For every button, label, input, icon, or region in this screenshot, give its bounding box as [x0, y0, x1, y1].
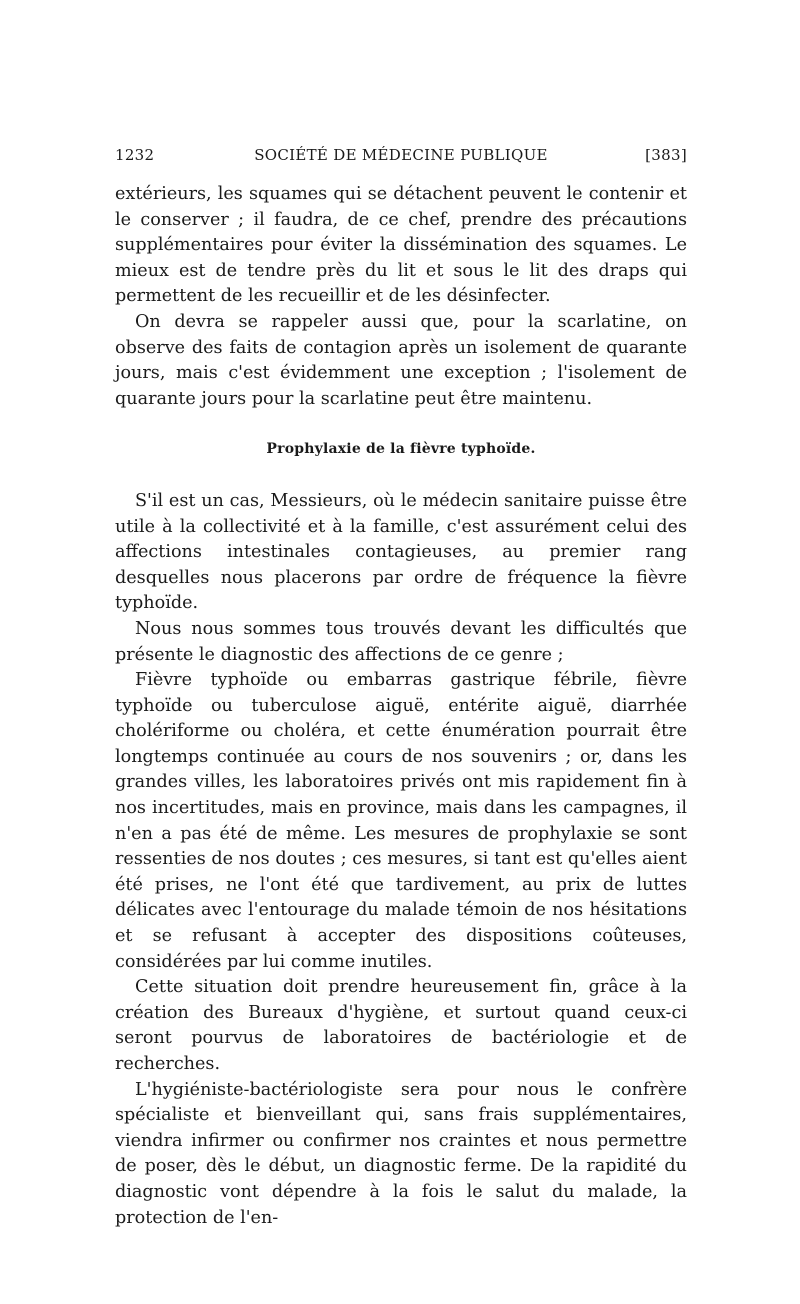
paragraph-enumeration: Fièvre typhoïde ou embarras gastrique fébrile, fièvre typhoïde ou tuberculose aiguë, entérite aiguë, diarrhée cholériforme ou choléra, et cette énumération pourrait être longtemps continuée au cours de nos souvenirs ; or, dans les grandes villes, les laboratoires privés ont mis rapidement fin à nos incertitudes, mais en province, mais dans les campagnes, il n'en a pas été de même. Les mesures de prophylaxie se sont ressenties de nos doutes ; ces mesures, si tant est qu'elles aient été prises, ne l'ont été que tardivement, au prix de luttes délicates avec l'entourage du malade témoin de nos hésitations et se refusant à accepter des dispositions coûteuses, considérées par lui comme inutiles.	[115, 670, 687, 972]
paragraph-scarlatine: On devra se rappeler aussi que, pour la scarlatine, on observe des faits de contagion après un isolement de quarante jours, mais c'est évidemment une exception ; l'isolement de quarante jours pour la scarlatine peut être maintenu.	[115, 311, 687, 409]
section-heading: Prophylaxie de la fièvre typhoïde.	[266, 441, 536, 458]
paragraph-intro-typhoide: S'il est un cas, Messieurs, où le médecin sanitaire puisse être utile à la collectivité et à la famille, c'est assurément celui des affections intestinales contagieuses, au premier rang desquelles nous placerons par ordre de fréquence la fièvre typhoïde.	[115, 490, 687, 614]
paragraph-bureaux-hygiene: Cette situation doit prendre heureusement fin, grâce à la création des Bureaux d'hygiène, et surtout quand ceux-ci seront pourvus de laboratoires de bactériologie et de recherches.	[115, 977, 687, 1074]
running-head-title: SOCIÉTÉ DE MÉDECINE PUBLIQUE	[254, 146, 548, 164]
paragraph-hygieniste: L'hygiéniste-bactériologiste sera pour nous le confrère spécialiste et bienveillant qui, sans frais supplémentaires, viendra infirmer ou confirmer nos craintes et nous permettre de poser, dès le début, un diagnostic ferme. De la rapidité du diagnostic vont dépendre à la fois le salut du malade, la protection de l'en-	[115, 1079, 687, 1228]
body-text	[115, 182, 687, 1231]
paragraph-diagnostic: Nous nous sommes tous trouvés devant les difficultés que présente le diagnostic des affections de ce genre ;	[115, 618, 687, 665]
bracket-page-number: [383]	[645, 146, 687, 164]
running-head	[115, 146, 687, 170]
page-number: 1232	[115, 146, 155, 164]
paragraph-continuation: extérieurs, les squames qui se détachent peuvent le contenir et le conserver ; il faudra, de ce chef, prendre des précautions supplémentaires pour éviter la dissémination des squames. Le mieux est de tendre près du lit et sous le lit des draps qui permettent de les recueillir et de les désinfecter.	[115, 184, 687, 307]
